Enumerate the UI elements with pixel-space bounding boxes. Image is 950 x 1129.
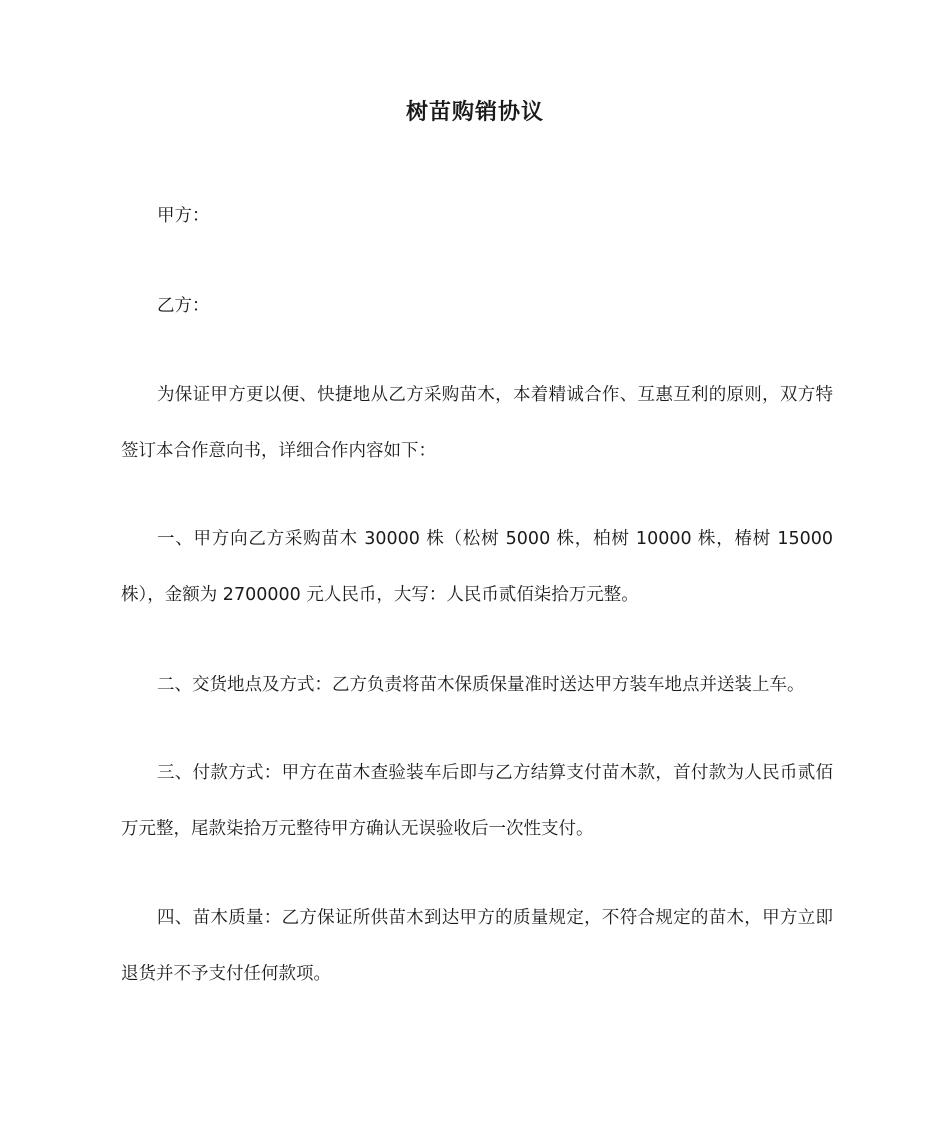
party-a-label: 甲方： bbox=[157, 206, 210, 226]
intro-paragraph: 为保证甲方更以便、快捷地从乙方采购苗木，本着精诚合作、互惠互利的原则，双方特签订本合作意向书，详细合作内容如下： bbox=[121, 385, 833, 461]
party-b-label: 乙方： bbox=[157, 296, 210, 316]
clause-3-paragraph: 三、付款方式：甲方在苗木查验装车后即与乙方结算支付苗木款，首付款为人民币贰佰万元整，尾款柒拾万元整待甲方确认无误验收后一次性支付。 bbox=[121, 763, 833, 839]
clause-2-paragraph: 二、交货地点及方式：乙方负责将苗木保质保量准时送达甲方装车地点并送装上车。 bbox=[157, 675, 805, 695]
clause-4-paragraph: 四、苗木质量：乙方保证所供苗木到达甲方的质量规定，不符合规定的苗木，甲方立即退货并不予支付任何款项。 bbox=[121, 908, 833, 984]
document-title: 树苗购销协议 bbox=[405, 100, 544, 125]
clause-1-paragraph: 一、甲方向乙方采购苗木 30000 株（松树 5000 株，柏树 10000 株，椿树 15000 株），金额为 2700000 元人民币，大写：人民币贰佰柒拾万元整。 bbox=[121, 529, 833, 605]
